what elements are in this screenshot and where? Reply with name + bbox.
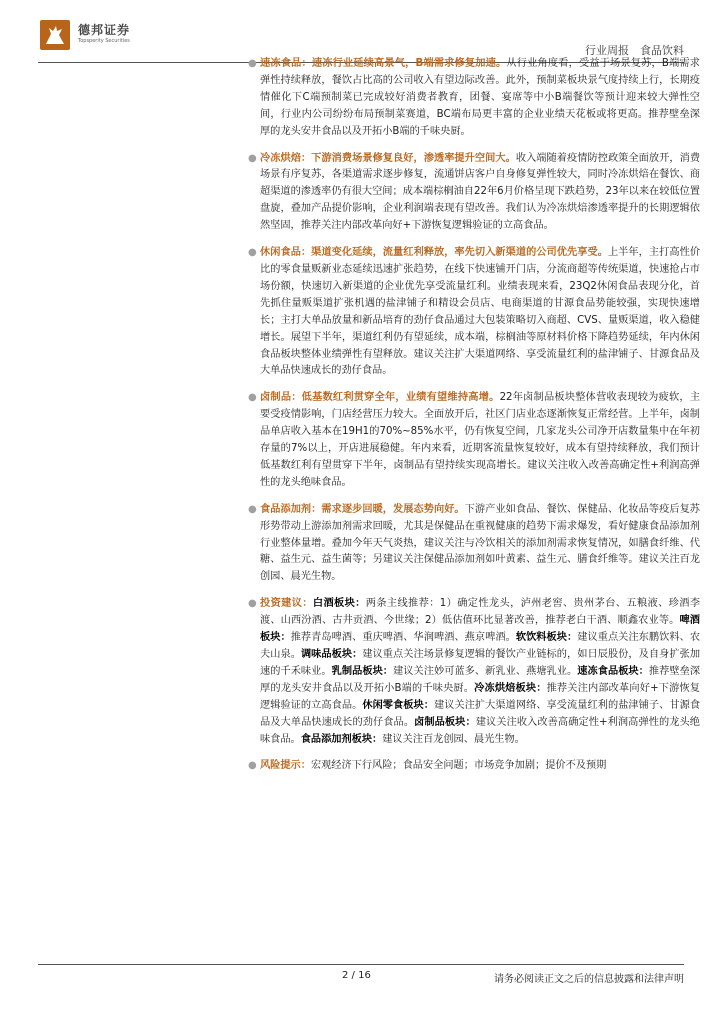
section-heading: 休闲食品：渠道变化延续，流量红利释放，率先切入新渠道的公司优先享受。 [260, 247, 608, 259]
section-investment-advice [248, 596, 700, 748]
sector-label-braised: 卤制品板块： [414, 716, 476, 728]
section-frozen-baking [248, 151, 700, 236]
sector-label-additives: 食品添加剂板块： [300, 733, 383, 745]
section-heading: 投资建议： [260, 598, 313, 610]
section-risk-warning [248, 758, 700, 775]
sector-label-beer: 啤酒板块： [260, 615, 700, 644]
sector-text-frozen-baking: 推荐关注内部改革向好+下游恢复逻辑验证的立高食品。 [260, 682, 700, 711]
sector-text-snacks: 建议关注扩大渠道网络、享受流量红利的盐津铺子、甘源食品及大单品快速成长的劲仔食品。 [260, 699, 701, 728]
sector-text-frozen-food: 推荐壁垒深厚的龙头安井食品以及开拓小B端的千味央厨。 [260, 665, 701, 694]
section-heading: 冷冻烘焙：下游消费场景修复良好，渗透率提升空间大。 [260, 152, 516, 164]
sector-label-frozen-baking: 冷冻烘焙板块： [474, 682, 547, 694]
report-body [248, 56, 700, 785]
brand-name-en: Topsperity Securities [78, 38, 130, 44]
sector-text-additives: 建议关注百龙创园、晨光生物。 [382, 733, 525, 745]
sector-label-snacks: 休闲零食板块： [362, 699, 434, 711]
sector-label-soft-drinks: 软饮料板块： [515, 632, 578, 644]
bullet-icon: ● [248, 760, 257, 772]
section-braised-food [248, 390, 700, 491]
bullet-icon: ● [248, 392, 257, 404]
section-frozen-food [248, 56, 700, 141]
section-heading: 卤制品：低基数红利贯穿全年，业绩有望维持高增。 [260, 392, 500, 404]
sector-label-dairy: 乳制品板块： [331, 665, 394, 677]
bullet-icon: ● [248, 503, 257, 515]
section-snack-food [248, 245, 700, 380]
section-text: 宏观经济下行风险；食品安全问题；市场竞争加剧；提价不及预期 [310, 760, 607, 772]
page-number: 2 / 16 [342, 970, 371, 981]
deer-logo-icon [40, 20, 70, 50]
section-text: 从行业角度看，受益于场景复苏，B端需求弹性持续释放，餐饮占比高的公司收入有望边际改善。此外，预制菜板块景气度持续上行，长期疫情催化下C端预制菜已完成较好消费者教育，团餐、宴席等中小B端餐饮等预计迎来较大弹性空间，行业内公司纷纷布局预制菜赛道，BC端布局更丰富的企业业绩天花板或将更高。推荐壁垒深厚的龙头安井食品以及开拓小B端的千味央厨。 [260, 58, 700, 137]
section-heading: 风险提示： [260, 760, 311, 772]
brand-name-cn: 德邦证券 [78, 23, 131, 37]
legal-disclaimer: 请务必阅读正文之后的信息披露和法律声明 [494, 974, 684, 985]
sector-text-condiments: 建议重点关注场景修复逻辑的餐饮产业链标的，如日辰股份，及自身扩张加速的千禾味业。 [260, 649, 701, 677]
report-category: 行业周报 食品饮料 [585, 44, 684, 57]
bullet-icon: ● [248, 247, 257, 259]
sector-label-frozen-food: 速冻食品板块： [577, 665, 649, 677]
sector-text-dairy: 建议关注妙可蓝多、新乳业、燕塘乳业。 [393, 665, 578, 677]
company-logo [40, 20, 200, 50]
section-heading: 速冻食品：速冻行业延续高景气，B端需求修复加速。 [260, 58, 507, 69]
bullet-icon: ● [248, 58, 257, 69]
section-text: 收入端随着疫情防控政策全面放开，消费场景有序复苏，各渠道需求逐步修复，流通饼店客户自身修复弹性较大，同时冷冻烘焙在餐饮、商超渠道的渗透率仍有很大空间；成本端棕榈油自22年6月价格呈现下跌趋势，23年以来在较低位置盘旋，叠加产品提价影响，企业利润端表现有望改善。我们认为冷冻烘焙渗透率提升的长期逻辑依然坚固，推荐关注内部改革向好+下游恢复逻辑验证的立高食品。 [260, 152, 701, 232]
bullet-icon: ● [248, 598, 257, 610]
footer-divider [38, 964, 684, 965]
section-text: 22年卤制品板块整体营收表现较为疲软，主要受疫情影响，门店经营压力较大。全面放开后，社区门店业态逐渐恢复正常经营。上半年，卤制品单店收入基本在19H1的70%~85%水平，仍有恢复空间，几家龙头公司净开店数量集中在年初存量的7%以上，开店进展稳健。年内来看，近期客流量恢复较好，成本有望持续释放，我们预计低基数红利有望贯穿下半年，卤制品有望持续实现高增长。建议关注收入改善高确定性+利润高弹性的龙头绝味食品。 [260, 392, 701, 488]
sector-text-baijiu: 两条主线推荐：1）确定性龙头，泸州老窖、贵州茅台、五粮液、珍酒李渡、山西汾酒、古井贡酒、今世缘；2）低估值环比显著改善，推荐老白干酒、顺鑫农业等。 [260, 598, 701, 627]
section-heading: 食品添加剂：需求逐步回暖，发展态势向好。 [260, 503, 465, 515]
section-text: 上半年，主打高性价比的零食量贩新业态延续迅速扩张趋势，在线下快速铺开门店，分流商超等传统渠道，快速抢占市场份额，快速切入新渠道的企业优先享受流量红利。业绩表现来看，23Q2休闲食品表现分化，首先抓住量贩渠道扩张机遇的盐津铺子和精设会员店、电商渠道的甘源食品势能较强，实现快速增长；主打大单品放量和新品培育的劲仔食品通过大包装策略切入商超、CVS、量贩渠道，收入稳健增长。展望下半年，渠道红利仍有望延续，成本端，棕榈油等原材料价格下降趋势延续，年内休闲食品板块整体业绩弹性有望释放。建议关注扩大渠道网络、享受流量红利的盐津铺子、甘源食品及大单品快速成长的劲仔食品。 [260, 247, 701, 377]
bullet-icon: ● [248, 152, 257, 164]
sector-text-braised: 建议关注收入改善高确定性+利润高弹性的龙头绝味食品。 [260, 716, 700, 745]
sector-label-baijiu: 白酒板块： [312, 598, 366, 610]
sector-label-condiments: 调味品板块： [300, 649, 363, 660]
sector-text-beer: 推荐青岛啤酒、重庆啤酒、华润啤酒、燕京啤酒。 [290, 632, 516, 644]
sector-text-soft-drinks: 建议重点关注东鹏饮料、农夫山泉。 [260, 632, 701, 660]
section-text: 下游产业如食品、餐饮、保健品、化妆品等疫后复苏形势带动上游添加剂需求回暖，尤其是保健品在重视健康的趋势下需求爆发，看好健康食品添加剂行业整体量增。叠加今年天气炎热，建议关注与冷饮相关的添加剂需求恢复情况，如膳食纤维、代糖、益生元、益生菌等；另建议关注保健品添加剂如叶黄素、益生元、膳食纤维等。建议关注百龙创园、晨光生物。 [260, 503, 700, 583]
section-food-additives [248, 502, 700, 587]
